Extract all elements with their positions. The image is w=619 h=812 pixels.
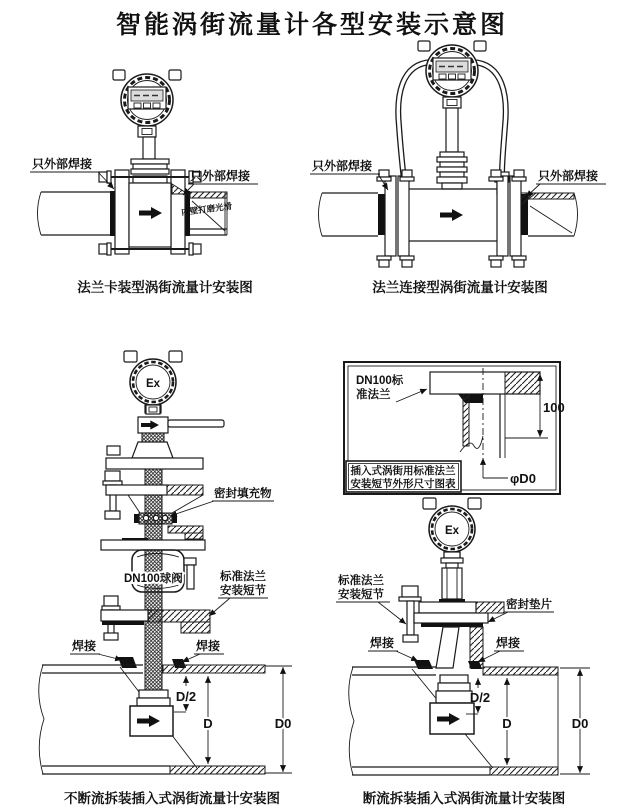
svg-text:安装短节: 安装短节 bbox=[338, 589, 384, 601]
ex-mark: Ex bbox=[444, 525, 460, 537]
flowmeter-head bbox=[113, 70, 181, 137]
weld-label-left bbox=[70, 638, 122, 660]
dim-d: D bbox=[502, 716, 512, 731]
insertion-sensor bbox=[130, 690, 173, 736]
panel-flange-clamp bbox=[30, 70, 258, 295]
svg-text:只外部焊接: 只外部焊接 bbox=[190, 169, 251, 183]
inset-flange-detail bbox=[344, 362, 565, 494]
panel-insert-offline bbox=[336, 498, 590, 806]
svg-text:只外部焊接: 只外部焊接 bbox=[538, 169, 599, 183]
svg-text:密封填充物: 密封填充物 bbox=[214, 488, 272, 500]
meter-stem-finned bbox=[437, 108, 467, 189]
svg-text:DN100标: DN100标 bbox=[356, 375, 404, 387]
dim-d: D bbox=[203, 716, 213, 731]
caption-insert-online: 不断流拆装插入式涡街流量计安装图 bbox=[64, 791, 280, 806]
svg-text:只外部焊接: 只外部焊接 bbox=[312, 159, 373, 173]
dim-100: 100 bbox=[543, 400, 565, 415]
ball-valve bbox=[132, 550, 196, 592]
pipe-left bbox=[38, 192, 114, 235]
flow-direction-arrow bbox=[440, 209, 463, 221]
weld-label-left bbox=[310, 158, 388, 190]
svg-text:只外部焊接: 只外部焊接 bbox=[32, 157, 93, 171]
flowmeter-head bbox=[418, 41, 486, 108]
weld-label-right bbox=[478, 635, 524, 662]
dim-d0: D0 bbox=[571, 716, 589, 731]
ex-mark: Ex bbox=[145, 378, 161, 390]
svg-text:标准法兰: 标准法兰 bbox=[220, 571, 266, 583]
inset-note-box bbox=[346, 461, 461, 492]
svg-text:标准法兰: 标准法兰 bbox=[338, 575, 384, 587]
panel-flange-connect bbox=[310, 41, 606, 295]
note-line-2: 安装短节外形尺寸图表 bbox=[350, 478, 456, 490]
weld-bead-left bbox=[118, 657, 137, 668]
svg-text:焊接: 焊接 bbox=[370, 636, 395, 650]
svg-text:准法兰: 准法兰 bbox=[356, 389, 391, 401]
insertion-sensor bbox=[430, 675, 474, 734]
weld-label-right bbox=[183, 168, 258, 195]
caption-insert-offline: 断流拆装插入式涡街流量计安装图 bbox=[362, 791, 566, 806]
std-flange-label bbox=[209, 569, 268, 616]
valve-handle-assembly bbox=[132, 405, 224, 458]
dim-d0: D0 bbox=[274, 716, 292, 731]
dim-half-d: D/2 bbox=[175, 689, 197, 704]
panel-insert-online bbox=[39, 351, 292, 806]
page-title: 智能涡街流量计各型安装示意图 bbox=[115, 11, 509, 39]
weld-bead-left bbox=[414, 660, 433, 669]
dim-phi-d0: φD0 bbox=[510, 471, 536, 486]
ball-valve-label: DN100球阀 bbox=[124, 573, 183, 585]
inner-wall-label: 内壁打磨光滑 bbox=[180, 200, 233, 218]
weld-label-right bbox=[182, 638, 224, 662]
probe-stem bbox=[439, 552, 465, 604]
dimensions bbox=[174, 666, 292, 773]
svg-text:密封垫片: 密封垫片 bbox=[506, 599, 552, 611]
caption-flange-clamp: 法兰卡装型涡街流量计安装图 bbox=[77, 280, 253, 295]
svg-text:焊接: 焊接 bbox=[196, 639, 221, 653]
svg-text:焊接: 焊接 bbox=[496, 636, 521, 650]
dim-half-d: D/2 bbox=[469, 690, 491, 705]
note-line-1: 插入式涡街用标准法兰 bbox=[350, 465, 456, 477]
svg-text:安装短节: 安装短节 bbox=[220, 585, 266, 597]
caption-flange-connect: 法兰连接型涡街流量计安装图 bbox=[372, 280, 548, 295]
svg-text:焊接: 焊接 bbox=[72, 639, 97, 653]
std-flange-label bbox=[336, 573, 406, 624]
